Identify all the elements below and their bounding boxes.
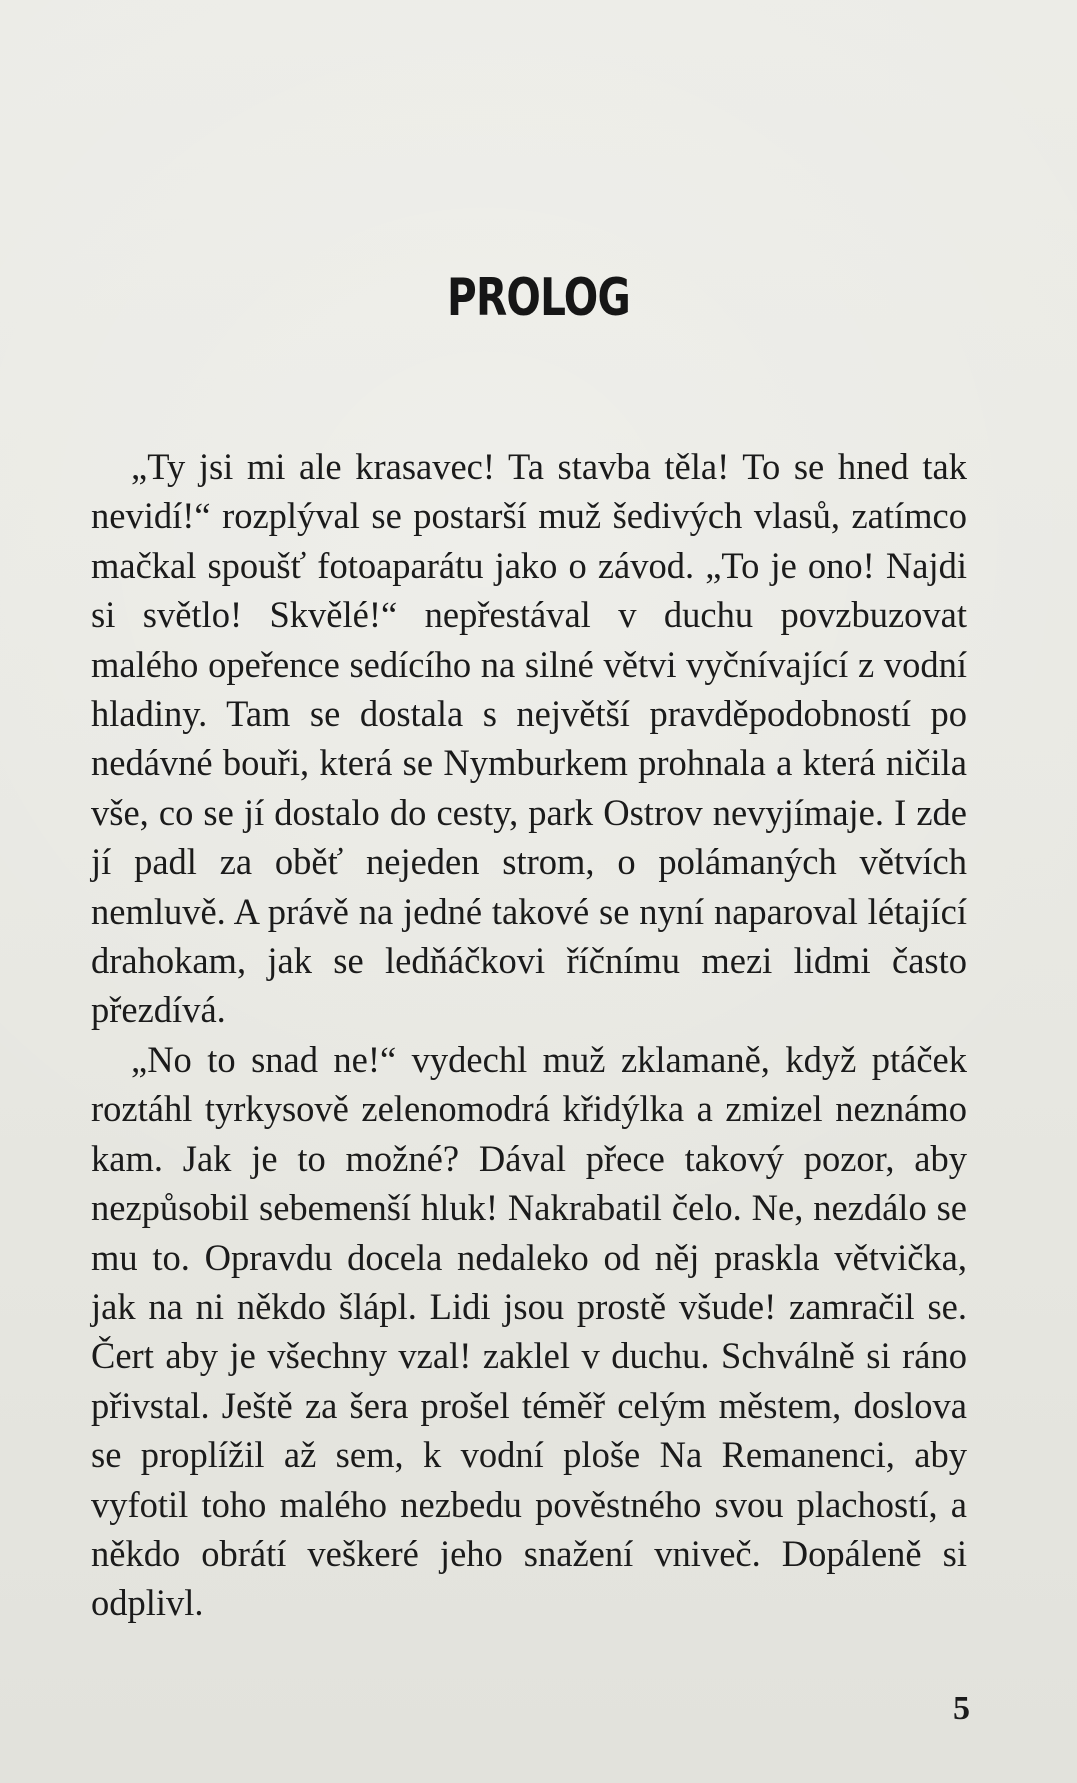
page-number: 5	[953, 1690, 970, 1727]
paragraph-2: „No to snad ne!“ vydechl muž zklamaně, když ptáček roztáhl tyrkysově zelenomodrá křidýlka a zmizel neznámo kam. Jak je to možné? Dával přece takový pozor, aby nezpůsobil sebemenší hluk! Nakrabatil čelo. Ne, nezdálo se mu to. Opravdu docela nedaleko od něj praskla větvička, jak na ni někdo šlápl. Lidi jsou prostě všude! zamračil se. Čert aby je všechny vzal! zaklel v duchu. Schválně si ráno přivstal. Ještě za šera prošel téměř celým městem, doslova se proplížil až sem, k vodní ploše Na Remanenci, aby vyfotil toho malého nezbedu pověstného svou plachostí, a někdo obrátí veškeré jeho snažení vniveč. Dopáleně si odplivl.	[91, 1038, 967, 1624]
paragraph-1: „Ty jsi mi ale krasavec! Ta stavba těla! To se hned tak nevidí!“ rozplýval se postarší muž šedivých vlasů, zatímco mačkal spoušť fotoaparátu jako o závod. „To je ono! Najdi si světlo! Skvělé!“ nepřestával v duchu povzbuzovat malého opeřence sedícího na silné větvi vyčnívající z vodní hladiny. Tam se dostala s největší pravděpodobností po nedávné bouři, která se Nymburkem prohnala a která ničila vše, co se jí dostalo do cesty, park Ostrov nevyjímaje. I zde jí padl za oběť nejeden strom, o polámaných větvích nemluvě. A právě na jedné takové se nyní naparoval létající drahokam, jak se ledňáčkovi říčnímu mezi lidmi často přezdívá.	[91, 446, 967, 1031]
chapter-body	[91, 442, 967, 1628]
chapter-title: PROLOG	[447, 268, 630, 328]
